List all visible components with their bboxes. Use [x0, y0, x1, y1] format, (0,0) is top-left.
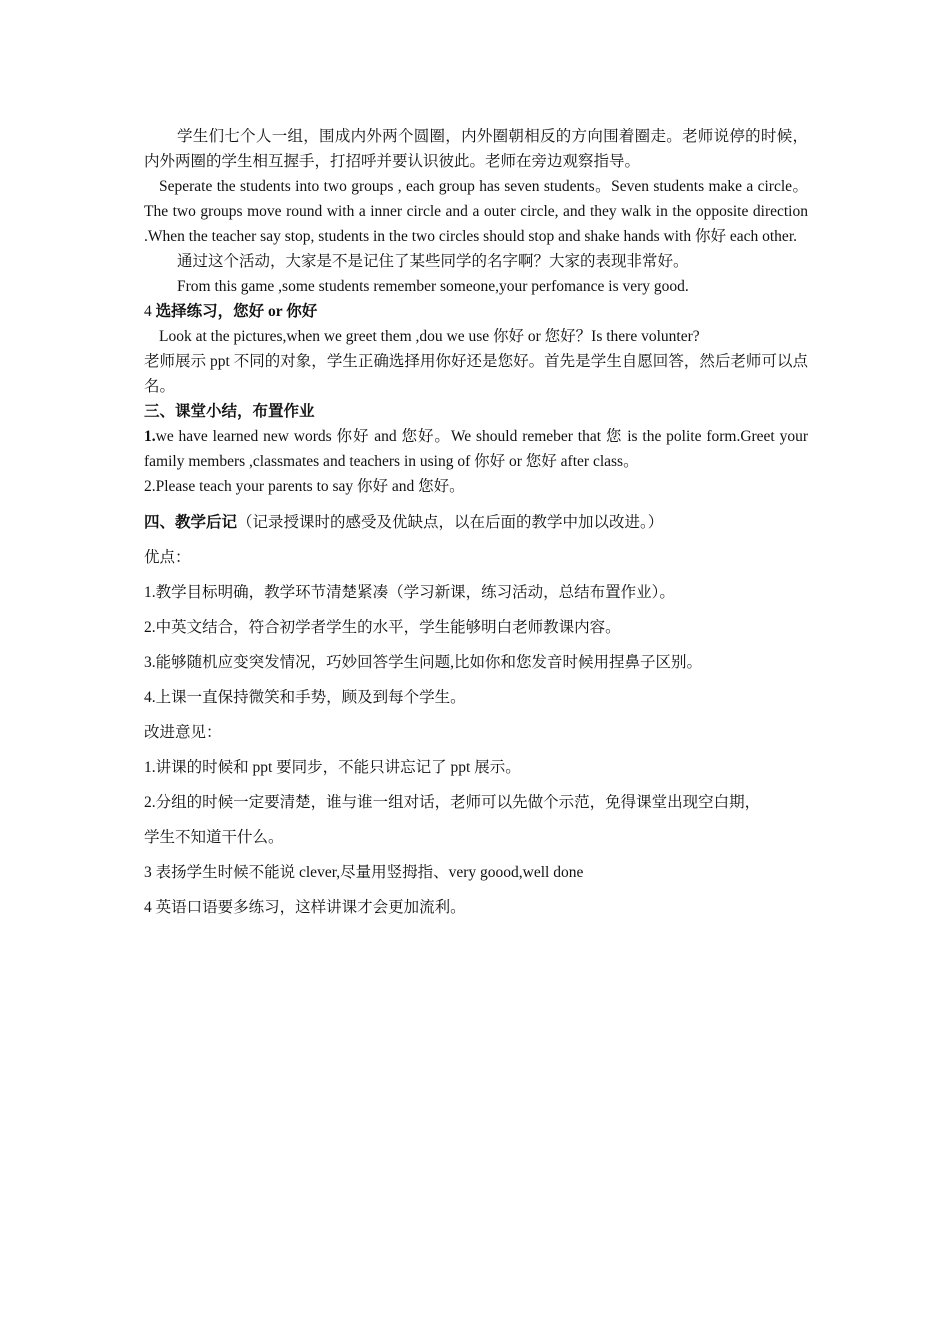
section-4-prompt-en: Look at the pictures,when we greet them ,dou we use 你好 or 您好？Is there volunter?	[159, 328, 700, 345]
improvement-label: 改进意见：	[144, 724, 222, 741]
improvement-item-2b: 学生不知道干什么。	[144, 829, 284, 846]
reflection-note: （记录授课时的感受及优缺点，以在后面的教学中加以改进。）	[237, 514, 664, 531]
pro-item-2: 2.中英文结合，符合初学者学生的水平，学生能够明白老师教课内容。	[144, 619, 621, 636]
activity-description-en: Seperate the students into two groups , each group has seven students。Seven students make a circle。The two groups move round with a inner circle and a outer circle, and they walk in the opposite direction .When the teacher say stop, students in the two circles should stop and shake hands with 你好 each other.	[144, 178, 808, 245]
improvement-item-4: 4 英语口语要多练习，这样讲课才会更加流利。	[144, 899, 466, 916]
homework-item-1-text: we have learned new words 你好 and 您好。We should remeber that 您 is the polite form.Greet your family members ,classmates and teachers in using of 你好 or 您好 after class。	[144, 428, 808, 470]
section-4-number: 4	[144, 303, 156, 320]
activity-summary-cn: 通过这个活动，大家是不是记住了某些同学的名字啊？大家的表现非常好。	[177, 253, 689, 270]
improvement-item-2a: 2.分组的时候一定要清楚，谁与谁一组对话，老师可以先做个示范，免得课堂出现空白期，	[144, 794, 761, 811]
section-4-title: 选择练习，您好 or 你好	[155, 303, 318, 320]
pro-item-3: 3.能够随机应变突发情况，巧妙回答学生问题,比如你和您发音时候用捏鼻子区别。	[144, 654, 703, 671]
pro-item-1: 1.教学目标明确，教学环节清楚紧凑（学习新课，练习活动，总结布置作业）。	[144, 584, 675, 601]
improvement-item-1: 1.讲课的时候和 ppt 要同步，不能只讲忘记了 ppt 展示。	[144, 759, 521, 776]
homework-item-1-number: 1.	[144, 428, 156, 445]
activity-summary-en: From this game ,some students remember someone,your perfomance is very good.	[177, 278, 689, 295]
reflection-title: 四、教学后记	[144, 514, 238, 531]
pro-item-4: 4.上课一直保持微笑和手势，顾及到每个学生。	[144, 689, 466, 706]
section-4-description-cn: 老师展示 ppt 不同的对象，学生正确选择用你好还是您好。首先是学生自愿回答，然后老师可以点名。	[144, 353, 808, 395]
document-page	[144, 124, 808, 920]
homework-item-2: 2.Please teach your parents to say 你好 and 您好。	[144, 478, 465, 495]
section-summary-heading: 三、课堂小结，布置作业	[144, 403, 315, 420]
homework-item-1	[144, 424, 808, 474]
improvement-item-3: 3 表扬学生时候不能说 clever,尽量用竖拇指、very goood,well done	[144, 864, 584, 881]
activity-description-cn: 学生们七个人一组，围成内外两个圆圈，内外圈朝相反的方向围着圈走。老师说停的时候，内外两圈的学生相互握手，打招呼并要认识彼此。老师在旁边观察指导。	[144, 128, 808, 170]
pros-label: 优点：	[144, 549, 191, 566]
reflection-heading	[144, 510, 808, 535]
section-4-heading	[144, 299, 808, 324]
